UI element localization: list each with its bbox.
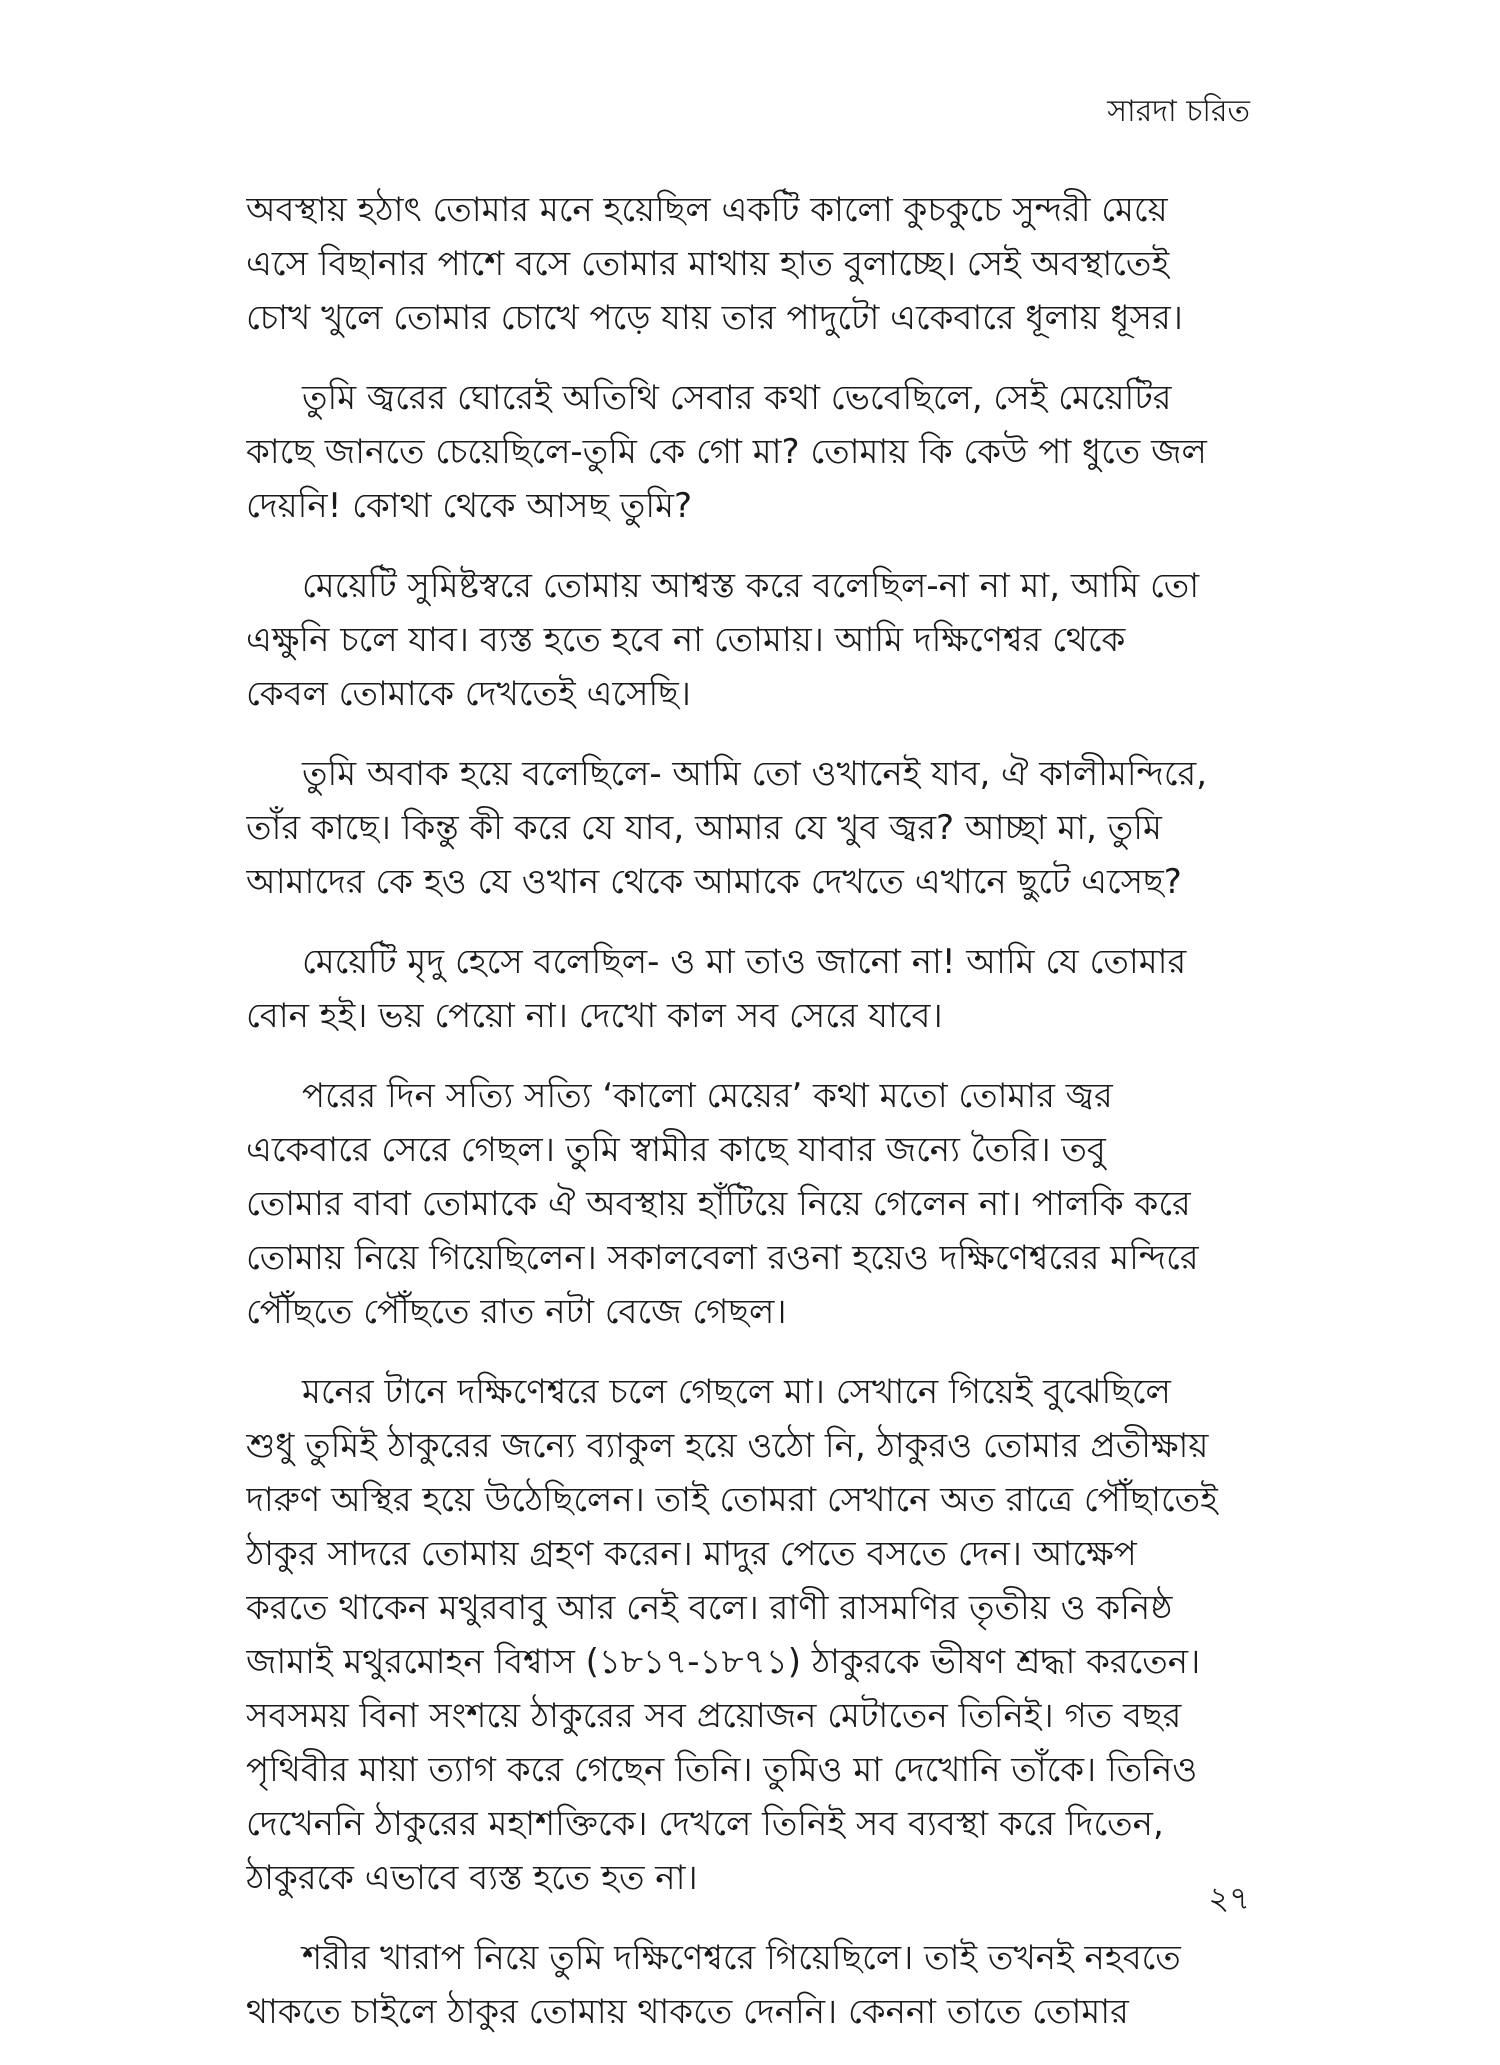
text-line: সবসময় বিনা সংশয়ে ঠাকুরের সব প্রয়োজন মেটাতেন তিনিই। গত বছর (246, 1696, 1182, 1736)
text-line: তাঁর কাছে। কিন্তু কী করে যে যাব, আমার যে খুব জ্বর? আচ্ছা মা, তুমি (246, 808, 1162, 848)
text-line: বোন হই। ভয় পেয়ো না। দেখো কাল সব সেরে যাবে। (246, 996, 943, 1036)
text-line: পরের দিন সত্যি সত্যি ‘কালো মেয়ের’ কথা মতো তোমার জ্বর (302, 1076, 1113, 1116)
text-line: দেখেননি ঠাকুরের মহাশক্তিকে। দেখলে তিনিই সব ব্যবস্থা করে দিতেন, (246, 1804, 1164, 1844)
text-line: দেয়নি! কোথা থেকে আসছ তুমি? (246, 486, 693, 526)
text-line: কাছে জানতে চেয়েছিলে-তুমি কে গো মা? তোমায় কি কেউ পা ধুতে জল (246, 432, 1207, 472)
text-line: একেবারে সেরে গেছল। তুমি স্বামীর কাছে যাবার জন্যে তৈরি। তবু (246, 1130, 1106, 1170)
text-line: আমাদের কে হও যে ওখান থেকে আমাকে দেখতে এখানে ছুটে এসেছ? (246, 862, 1182, 902)
page-number: ২৭ (1208, 1879, 1250, 1917)
text-line: তুমি জ্বরের ঘোরেই অতিথি সেবার কথা ভেবেছিলে, সেই মেয়েটির (302, 378, 1172, 418)
text-line: পৃথিবীর মায়া ত্যাগ করে গেছেন তিনি। তুমিও মা দেখোনি তাঁকে। তিনিও (246, 1750, 1198, 1790)
text-line: এসে বিছানার পাশে বসে তোমার মাথায় হাত বুলাচ্ছে। সেই অবস্থাতেই (246, 244, 1170, 284)
text-line: শুধু তুমিই ঠাকুরের জন্যে ব্যাকুল হয়ে ওঠো নি, ঠাকুরও তোমার প্রতীক্ষায় (246, 1426, 1209, 1466)
text-line: করতে থাকেন মথুরবাবু আর নেই বলে। রাণী রাসমণির তৃতীয় ও কনিষ্ঠ (246, 1588, 1173, 1628)
paragraph (246, 183, 1251, 345)
text-line: থাকতে চাইলে ঠাকুর তোমায় থাকতে দেননি। কেননা তাতে তোমার (246, 1992, 1129, 2032)
text-line: দারুণ অস্থির হয়ে উঠেছিলেন। তাই তোমরা সেখানে অত রাত্রে পৌঁছাতেই (246, 1480, 1218, 1520)
text-line: তুমি অবাক হয়ে বলেছিলে- আমি তো ওখানেই যাব, ঐ কালীমন্দিরে, (302, 754, 1208, 794)
running-header-title: সারদা চরিত (1107, 94, 1250, 129)
text-line: এক্ষুনি চলে যাব। ব্যস্ত হতে হবে না তোমায়। আমি দক্ষিণেশ্বর থেকে (246, 620, 1126, 660)
text-line: তোমায় নিয়ে গিয়েছিলেন। সকালবেলা রওনা হয়েও দক্ষিণেশ্বরের মন্দিরে (246, 1238, 1199, 1278)
text-line: তোমার বাবা তোমাকে ঐ অবস্থায় হাঁটিয়ে নিয়ে গেলেন না। পালকি করে (246, 1184, 1191, 1224)
text-line: মেয়েটি সুমিষ্টস্বরে তোমায় আশ্বস্ত করে বলেছিল-না না মা, আমি তো (302, 566, 1200, 606)
paragraph (246, 935, 1251, 1043)
paragraph (246, 747, 1251, 909)
text-line: কেবল তোমাকে দেখতেই এসেছি। (246, 674, 691, 714)
text-line: ঠাকুরকে এভাবে ব্যস্ত হতে হত না। (246, 1858, 698, 1898)
text-line: মনের টানে দক্ষিণেশ্বরে চলে গেছলে মা। সেখানে গিয়েই বুঝেছিলে (302, 1372, 1171, 1412)
paragraph (246, 1931, 1251, 2039)
paragraph (246, 371, 1251, 533)
text-line: ঠাকুর সাদরে তোমায় গ্রহণ করেন। মাদুর পেতে বসতে দেন। আক্ষেপ (246, 1534, 1137, 1574)
paragraph (246, 1365, 1251, 1905)
paragraph (246, 559, 1251, 721)
text-line: শরীর খারাপ নিয়ে তুমি দক্ষিণেশ্বরে গিয়েছিলে। তাই তখনই নহবতে (302, 1938, 1181, 1978)
paragraph (246, 1069, 1251, 1339)
text-line: অবস্থায় হঠাৎ তোমার মনে হয়েছিল একটি কালো কুচকুচে সুন্দরী মেয়ে (246, 190, 1168, 230)
text-line: জামাই মথুরমোহন বিশ্বাস (১৮১৭-১৮৭১) ঠাকুরকে ভীষণ শ্রদ্ধা করতেন। (246, 1642, 1201, 1682)
text-line: চোখ খুলে তোমার চোখে পড়ে যায় তার পাদুটো একেবারে ধূলায় ধূসর। (246, 298, 1183, 338)
text-line: পৌঁছতে পৌঁছতে রাত নটা বেজে গেছল। (246, 1292, 787, 1332)
text-line: মেয়েটি মৃদু হেসে বলেছিল- ও মা তাও জানো না! আমি যে তোমার (302, 942, 1187, 982)
body-text (246, 183, 1251, 2065)
